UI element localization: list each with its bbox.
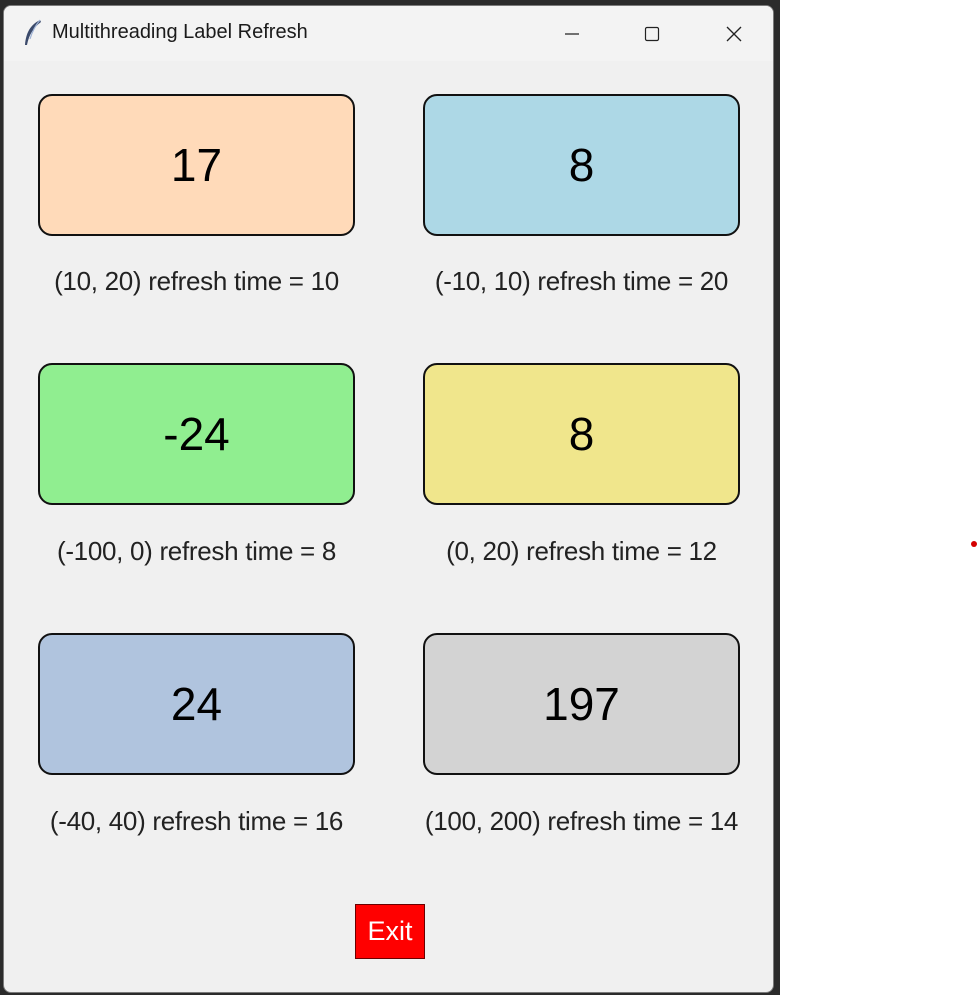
- tile-5-caption: (-40, 40) refresh time = 16: [49, 806, 344, 836]
- tile-3-caption: (-100, 0) refresh time = 8: [56, 536, 337, 566]
- tile-5-value-label: 24: [38, 633, 355, 775]
- app-window: [3, 5, 774, 993]
- tile-2-value-label: 8: [423, 94, 740, 236]
- red-marker-dot: [971, 541, 977, 547]
- tile-3-value-label: -24: [38, 363, 355, 505]
- tile-2-caption: (-10, 10) refresh time = 20: [434, 266, 729, 296]
- minimize-button[interactable]: [532, 6, 612, 61]
- title-bar[interactable]: [4, 6, 773, 61]
- tile-1-caption: (10, 20) refresh time = 10: [54, 266, 339, 296]
- tile-6-caption: (100, 200) refresh time = 14: [424, 806, 739, 836]
- tile-4-value-label: 8: [423, 363, 740, 505]
- close-button[interactable]: [694, 6, 774, 61]
- window-title: Multithreading Label Refresh: [52, 21, 308, 43]
- close-icon: [726, 26, 742, 42]
- tile-4-caption: (0, 20) refresh time = 12: [446, 536, 717, 566]
- tile-6-value-label: 197: [423, 633, 740, 775]
- feather-icon: [22, 19, 44, 47]
- exit-button[interactable]: Exit: [355, 904, 425, 959]
- tile-1-value-label: 17: [38, 94, 355, 236]
- maximize-button[interactable]: [612, 6, 692, 61]
- maximize-icon: [644, 26, 660, 42]
- minimize-icon: [564, 26, 580, 42]
